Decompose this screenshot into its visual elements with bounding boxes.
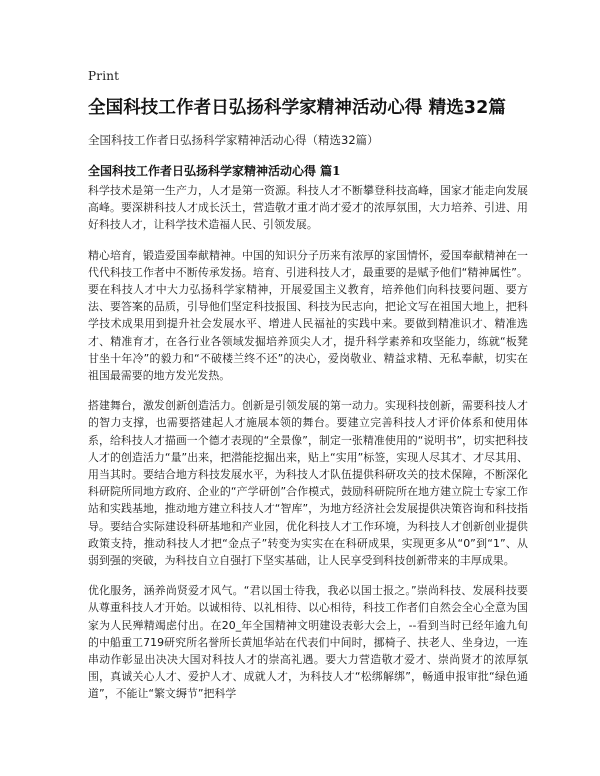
paragraph-4: 优化服务，涵养尚贤爱才风气。“君以国士待我，我必以国士报之。”崇尚科技、发展科技要从尊重科技人才开始。以诚相待、以礼相待、以心相待，科技工作者们自然会全心全意为国家为人民殚精竭虑付出。在20_年全国精神文明建设表彰大会上，--看到当时已经年逾九旬的中船重工719研究所名誉所长黄旭华站在代表们中间时，挪椅子、扶老人、坐身边，一连串动作彰显出决决大国对科技人才的崇高礼遇。要大力营造敬才爱才、崇尚贤才的浓厚氛围，真诚关心人才、爱护人才、成就人才，为科技人才“松绑解绑”，畅通申报审批“绿色通道”，不能让“繁文缛节”把科学 [88,584,528,701]
document-title: 全国科技工作者日弘扬科学家精神活动心得 精选32篇 [88,98,506,118]
print-label: Print [88,69,120,83]
paragraph-2: 精心培育，锻造爱国奉献精神。中国的知识分子历来有浓厚的家国情怀，爱国奉献精神在一代代科技工作者中不断传承发扬。培育、引进科技人才，最重要的是赋予他们“精神属性”。要在科技人才中大力弘扬科学家精神，开展爱国主义教育，培养他们向科技要问题、要方法、要答案的品质，引导他们坚定科技报国、科技为民志向，把论文写在祖国大地上，把科学技术成果用到提升社会发展水平、增进人民福祉的实践中来。要做到精准识才、精准选才、精准育才，在各行业各领域发掘培养顶尖人才，提升科学素养和攻坚能力，练就“板凳甘坐十年冷”的毅力和“不破楼兰终不还”的决心，爱岗敬业、精益求精、无私奉献，切实在祖国最需要的地方发光发热。 [88,248,528,383]
paragraph-1: 科学技术是第一生产力，人才是第一资源。科技人才不断攀登科技高峰，国家才能走向发展高峰。要深耕科技人才成长沃土，营造敬才重才尚才爱才的浓厚氛围，大力培养、引进、用好科技人才，让科学技术造福人民、引领发展。 [88,184,528,232]
paragraph-3: 搭建舞台，激发创新创造活力。创新是引领发展的第一动力。实现科技创新，需要科技人才的智力支撑，也需要搭建起人才施展本领的舞台。要建立完善科技人才评价体系和使用体系，给科技人才描画一个德才表现的“全景像”，制定一张精准使用的“说明书”，切实把科技人才的创造活力“量”出来，把潜能挖掘出来，贴上“实用”标签，实现人尽其才、才尽其用、用当其时。要结合地方科技发展水平，为科技人才队伍提供科研攻关的技术保障，不断深化科研院所同地方政府、企业的“产学研创”合作模式，鼓励科研院所在地方建立院士专家工作站和实践基地，推动地方建立科技人才“智库”，为地方经济社会发展提供决策咨询和科技指导。要结合实际建设科研基地和产业园，优化科技人才工作环境，为科技人才创新创业提供政策支持，推动科技人才把“金点子”转变为实实在在科研成果，实现更多从“0”到“1”、从弱到强的突破，为科技自立自强打下坚实基础，让人民享受到科技创新带来的丰厚成果。 [88,399,528,568]
document-subtitle: 全国科技工作者日弘扬科学家精神活动心得（精选32篇） [88,133,379,147]
article-body [88,182,528,716]
section-heading: 全国科技工作者日弘扬科学家精神活动心得 篇1 [88,164,341,178]
